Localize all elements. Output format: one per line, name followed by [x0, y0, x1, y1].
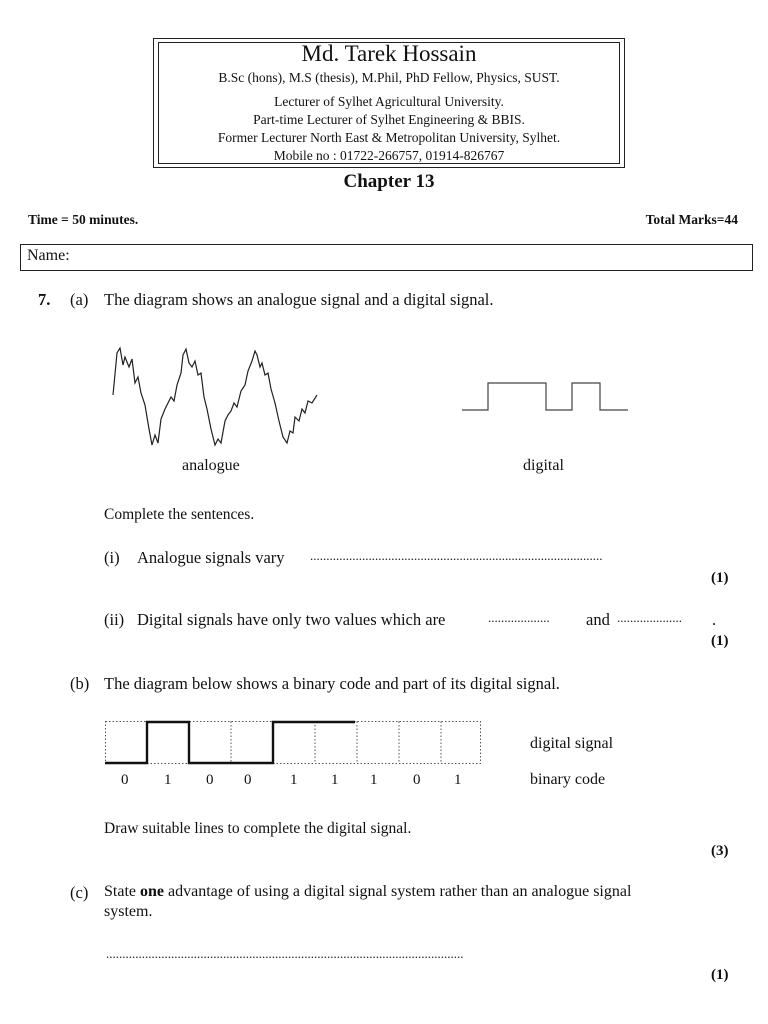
time-limit: Time = 50 minutes.	[28, 212, 139, 227]
analogue-signal-diagram	[105, 345, 325, 450]
author-mobile: Mobile no : 01722-266757, 01914-826767	[273, 148, 505, 163]
part-c-text	[104, 883, 631, 901]
part-a-i-text: Analogue signals vary	[137, 548, 285, 567]
part-a-label: (a)	[70, 290, 89, 309]
binary-signal-grid[interactable]	[105, 720, 483, 766]
bit-6: 1	[331, 772, 339, 788]
author-former: Former Lecturer North East & Metropolitan University, Sylhet.	[217, 130, 561, 145]
author-position: Lecturer of Sylhet Agricultural University.	[274, 94, 504, 109]
chapter-title: Chapter 13	[343, 171, 435, 192]
author-name: Md. Tarek Hossain	[301, 41, 477, 66]
bit-8: 0	[413, 772, 421, 788]
bit-5: 1	[290, 772, 298, 788]
part-a-ii-and: and	[586, 610, 610, 629]
part-c-text-post: advantage of using a digital signal system rather than an analogue signal	[164, 883, 632, 900]
bit-3: 0	[206, 772, 214, 788]
part-c-text-bold: one	[140, 883, 164, 900]
digital-signal-diagram	[460, 380, 630, 412]
part-c-marks: (1)	[711, 967, 729, 983]
binary-code-label: binary code	[530, 771, 606, 788]
name-label: Name:	[27, 247, 70, 264]
bit-1: 0	[121, 772, 129, 788]
author-degrees: B.Sc (hons), M.S (thesis), M.Phil, PhD Fellow, Physics, SUST.	[218, 70, 560, 85]
part-a-ii-period: .	[712, 610, 717, 629]
bit-4: 0	[244, 772, 252, 788]
part-a-i-label: (i)	[104, 548, 120, 567]
part-a-ii-marks: (1)	[711, 633, 729, 649]
bit-7: 1	[370, 772, 378, 788]
partial-digital-signal	[105, 722, 355, 763]
total-marks: Total Marks=44	[645, 212, 738, 227]
bit-2: 1	[164, 772, 172, 788]
name-field[interactable]	[20, 244, 753, 271]
part-a-text: The diagram shows an analogue signal and a digital signal.	[104, 290, 494, 309]
part-a-i-marks: (1)	[711, 570, 729, 586]
part-b-marks: (3)	[711, 843, 729, 859]
part-a-ii-answer-line-2[interactable]: ....................	[617, 610, 682, 625]
bit-9: 1	[454, 772, 462, 788]
part-a-instruction: Complete the sentences.	[104, 506, 255, 523]
digital-signal-label: digital signal	[530, 735, 614, 752]
part-c-answer-line[interactable]: ..............................................................................................................	[106, 946, 464, 961]
part-c-text-line2: system.	[104, 903, 153, 920]
part-a-i-answer-line[interactable]: ..........................................................................................	[310, 548, 603, 563]
part-b-text: The diagram below shows a binary code and part of its digital signal.	[104, 674, 560, 693]
digital-label: digital	[523, 457, 564, 474]
part-a-ii-answer-line-1[interactable]: ...................	[488, 610, 550, 625]
part-b-label: (b)	[70, 674, 90, 693]
part-a-ii-label: (ii)	[104, 610, 125, 629]
part-a-ii-text: Digital signals have only two values which are	[137, 610, 446, 629]
analogue-label: analogue	[182, 457, 240, 474]
part-b-instruction: Draw suitable lines to complete the digital signal.	[104, 820, 412, 837]
part-c-text-pre: State	[104, 883, 140, 900]
author-parttime: Part-time Lecturer of Sylhet Engineering & BBIS.	[253, 112, 525, 127]
part-c-label: (c)	[70, 883, 89, 902]
question-number: 7.	[38, 290, 51, 309]
